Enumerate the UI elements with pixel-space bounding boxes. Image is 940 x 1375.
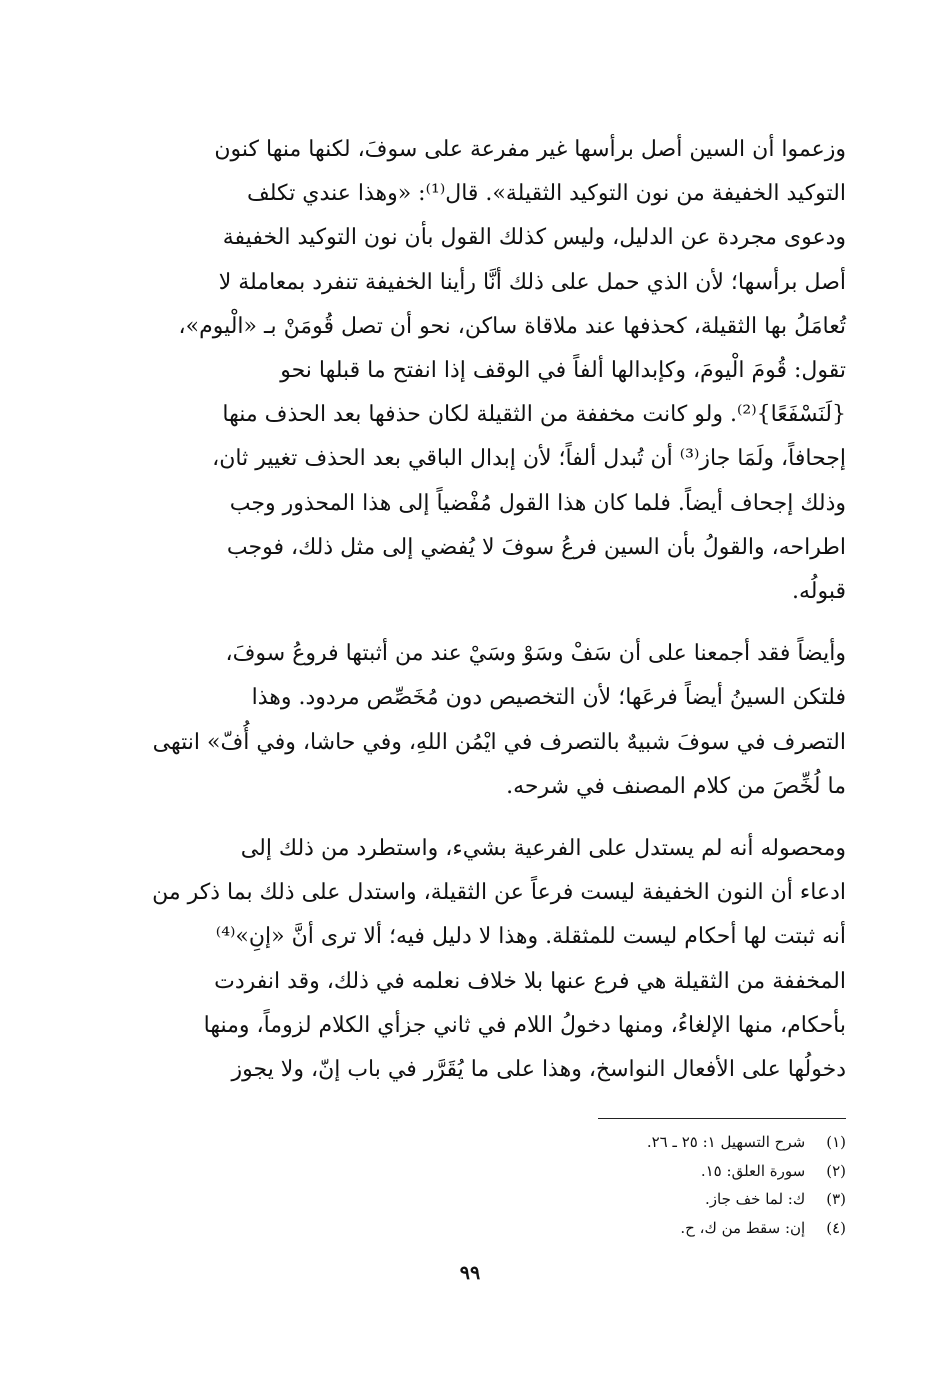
paragraph-2 (138, 632, 846, 809)
footnote-number: (١) (826, 1133, 846, 1151)
footnote (420, 1157, 846, 1186)
text-line: وذلك إجحاف أيضاً. فلما كان هذا القول مُفْضياً إلى هذا المحذور وجب (229, 490, 846, 516)
text-line: وزعموا أن السين أصل برأسها غير مفرعة على سوفَ، لكنها منها كنون (214, 137, 846, 162)
footnote (420, 1185, 846, 1214)
footnote-number: (٣) (826, 1190, 846, 1208)
text-line: تقول: قُومَ الْيومَ، وكإبدالها ألفاً في الوقف إذا انفتح ما قبلها نحو (280, 358, 846, 384)
footnote (420, 1214, 846, 1243)
text-line: المخففة من الثقيلة هي فرع عنها بلا خلاف نعلمه في ذلك، وقد انفردت (214, 968, 846, 994)
footnote-text: ك: لما خف جاز. (705, 1190, 806, 1208)
page-number: ٩٩ (459, 1262, 481, 1284)
footnote-number: (٤) (826, 1218, 846, 1237)
footnote-text: سورة العلق: ١٥. (700, 1161, 806, 1180)
footnote-text: شرح التسهيل ١: ٢٥ ـ ٢٦. (646, 1133, 806, 1151)
text-line: فلتكن السينُ أيضاً فرعَها؛ لأن التخصيص دون مُخَصِّص مردود. وهذا (251, 685, 846, 711)
text-line: ودعوى مجردة عن الدليل، وليس كذلك القول بأن نون التوكيد الخفيفة (222, 225, 846, 251)
text-line: دخولُها على الأفعال النواسخ، وهذا على ما يُقَرَّر في باب إنّ، ولا يجوز (231, 1057, 846, 1083)
footnotes (420, 1128, 846, 1242)
text-line: تُعامَلُ بها الثقيلة، كحذفها عند ملاقاة ساكن، نحو أن تصل قُومَنْ بـ «الْيوم»، (178, 313, 846, 339)
text-line: وأيضاً فقد أجمعنا على أن سَفْ وسَوْ وسَيْ عند من أثبتها فروعُ سوفَ، (225, 641, 846, 667)
footnote (420, 1128, 846, 1157)
footnote-separator (598, 1118, 846, 1119)
main-text (138, 128, 846, 1092)
text-line: اطراحه، والقولُ بأن السين فرعُ سوفَ لا يُفضي إلى مثل ذلك، فوجب (226, 534, 846, 560)
text-line: قبولُه. (791, 579, 846, 605)
text-line: ما لُخِّصَ من كلام المصنف في شرحه. (506, 773, 846, 799)
text-line: التوكيد الخفيفة من نون التوكيد الثقيلة». قال⁽¹⁾: «وهذا عندي تكلف (246, 181, 846, 207)
footnote-text: إن: سقط من ك، ح. (680, 1218, 806, 1237)
text-line: بأحكام، منها الإلغاءُ، ومنها دخولُ اللام في ثاني جزأي الكلام لزوماً، ومنها (203, 1012, 846, 1038)
text-line: ادعاء أن النون الخفيفة ليست فرعاً عن الثقيلة، واستدل على ذلك بما ذكر من (152, 880, 846, 906)
text-line: {لَنَسْفَعًا}⁽²⁾. ولو كانت مخففة من الثقيلة لكان حذفها بعد الحذف منها (222, 402, 846, 428)
text-line: أصل برأسها؛ لأن الذي حمل على ذلك أنَّا رأينا الخفيفة تنفرد بمعاملة لا (218, 269, 846, 295)
text-line: أنه ثبتت لها أحكام ليست للمثقلة. وهذا لا دليل فيه؛ ألا ترى أنَّ «إنِ»⁽⁴⁾ (215, 924, 846, 950)
text-line: إجحافاً، ولَمَا جاز⁽³⁾ أن تُبدل ألفاً؛ لأن إبدال الباقي بعد الحذف تغيير ثان، (212, 446, 846, 472)
text-line: ومحصوله أنه لم يستدل على الفرعية بشيء، واستطرد من ذلك إلى (240, 836, 846, 862)
paragraph-3 (138, 827, 846, 1092)
paragraph-1 (138, 128, 846, 614)
text-line: التصرف في سوفَ شبيهٌ بالتصرف في ايْمُن اللهِ، وفي حاشا، وفي أُفّ» انتهى (152, 729, 846, 755)
footnote-number: (٢) (826, 1161, 846, 1180)
